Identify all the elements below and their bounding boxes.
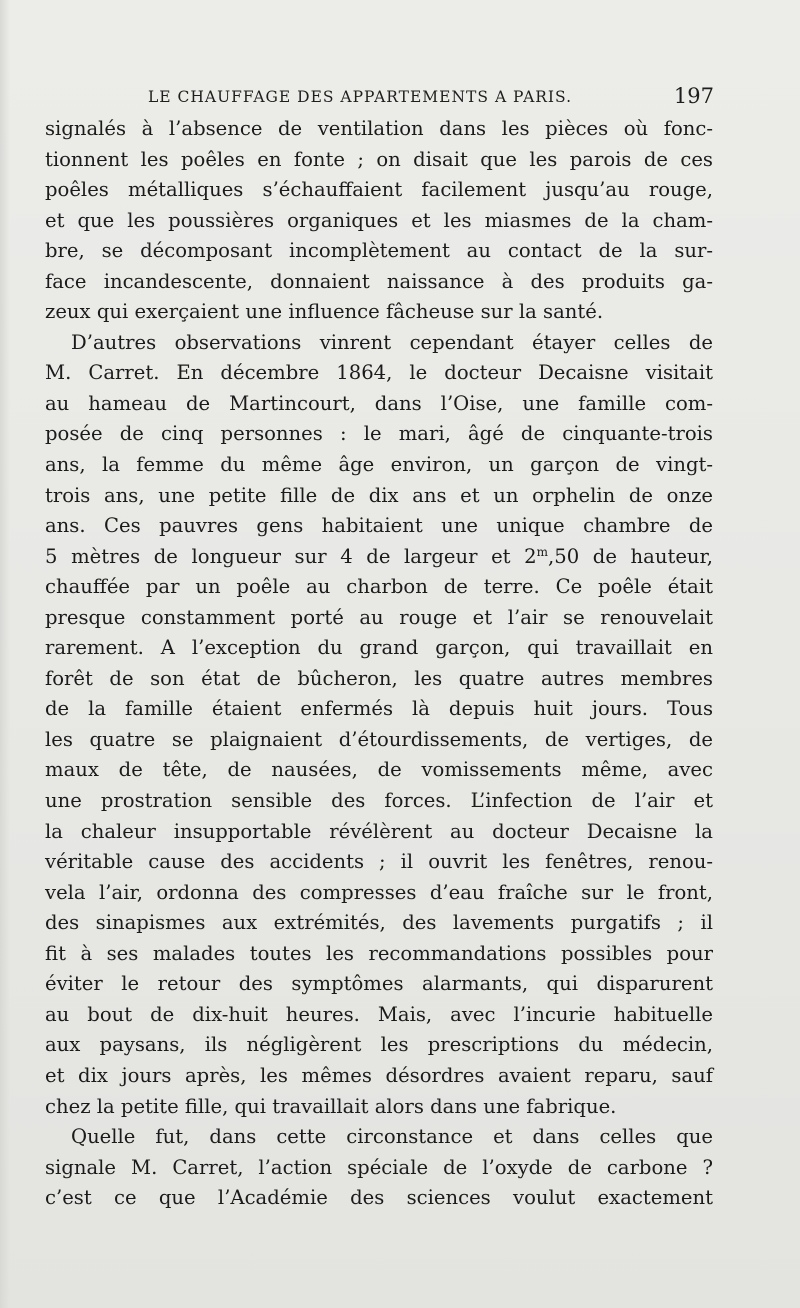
text-line: et dix jours après, les mêmes désordres avaient reparu, sauf	[45, 1063, 713, 1087]
text-line: tionnent les poêles en fonte ; on disait que les parois de ces	[45, 147, 713, 171]
text-line: la chaleur insupportable révélèrent au docteur Decaisne la	[45, 819, 713, 843]
text-line: c’est ce que l’Académie des sciences voulut exactement	[45, 1186, 713, 1210]
page-number: 197	[673, 84, 714, 108]
paragraph-first-line: Quelle fut, dans cette circonstance et dans celles que	[71, 1125, 713, 1149]
text-line: chez la petite fille, qui travaillait alors dans une fabrique.	[45, 1094, 617, 1118]
text-line: vela l’air, ordonna des compresses d’eau fraîche sur le front,	[45, 880, 713, 904]
text-line: signale M. Carret, l’action spéciale de l’oxyde de carbone ?	[45, 1155, 713, 1179]
text-line: des sinapismes aux extrémités, des lavements purgatifs ; il	[45, 911, 713, 935]
running-title: LE CHAUFFAGE DES APPARTEMENTS A PARIS.	[148, 88, 573, 106]
text-line: une prostration sensible des forces. L’infection de l’air et	[45, 789, 713, 813]
dimension-text-before: 5 mètres de longueur sur 4 de largeur et 2	[45, 544, 537, 568]
text-line: fit à ses malades toutes les recommandations possibles pour	[45, 941, 713, 965]
text-line: maux de tête, de nausées, de vomissements même, avec	[45, 758, 713, 782]
text-line: chauffée par un poêle au charbon de terre. Ce poêle était	[45, 575, 713, 599]
paragraph-first-line: D’autres observations vinrent cependant étayer celles de	[71, 330, 713, 354]
running-header	[148, 84, 714, 110]
text-line: ans. Ces pauvres gens habitaient une unique chambre de	[45, 514, 713, 538]
text-line: signalés à l’absence de ventilation dans les pièces où fonc-	[45, 117, 713, 140]
text-line: presque constamment porté au rouge et l’air se renouvelait	[45, 605, 713, 629]
text-line: zeux qui exerçaient une influence fâcheuse sur la santé.	[45, 300, 604, 324]
text-line: et que les poussières organiques et les miasmes de la cham-	[45, 208, 713, 232]
text-line: trois ans, une petite fille de dix ans et un orphelin de onze	[45, 483, 713, 507]
text-line: rarement. A l’exception du grand garçon, qui travaillait en	[45, 636, 713, 660]
page-edge-shadow	[0, 0, 10, 1308]
text-line: poêles métalliques s’échauffaient facilement jusqu’au rouge,	[45, 178, 713, 202]
text-line: forêt de son état de bûcheron, les quatre autres membres	[45, 666, 713, 690]
text-line: de la famille étaient enfermés là depuis huit jours. Tous	[45, 697, 713, 721]
text-line: bre, se décomposant incomplètement au contact de la sur-	[45, 239, 713, 263]
text-line: éviter le retour des symptômes alarmants, qui disparurent	[45, 972, 713, 996]
text-line: les quatre se plaignaient d’étourdissements, de vertiges, de	[45, 727, 713, 751]
text-line: face incandescente, donnaient naissance à des produits ga-	[45, 269, 713, 293]
dimension-line	[45, 542, 713, 573]
body-text	[45, 114, 713, 1214]
metre-superscript: m	[536, 544, 549, 559]
text-line: M. Carret. En décembre 1864, le docteur Decaisne visitait	[45, 361, 713, 385]
text-line: aux paysans, ils négligèrent les prescriptions du médecin,	[45, 1033, 713, 1057]
text-line: posée de cinq personnes : le mari, âgé de cinquante-trois	[45, 422, 713, 446]
dimension-text-after: ,50 de hauteur,	[548, 544, 713, 568]
text-line: au bout de dix-huit heures. Mais, avec l’incurie habituelle	[45, 1002, 713, 1026]
text-line: ans, la femme du même âge environ, un garçon de vingt-	[45, 453, 713, 477]
text-line: au hameau de Martincourt, dans l’Oise, une famille com-	[45, 391, 713, 415]
text-line: véritable cause des accidents ; il ouvrit les fenêtres, renou-	[45, 850, 713, 874]
